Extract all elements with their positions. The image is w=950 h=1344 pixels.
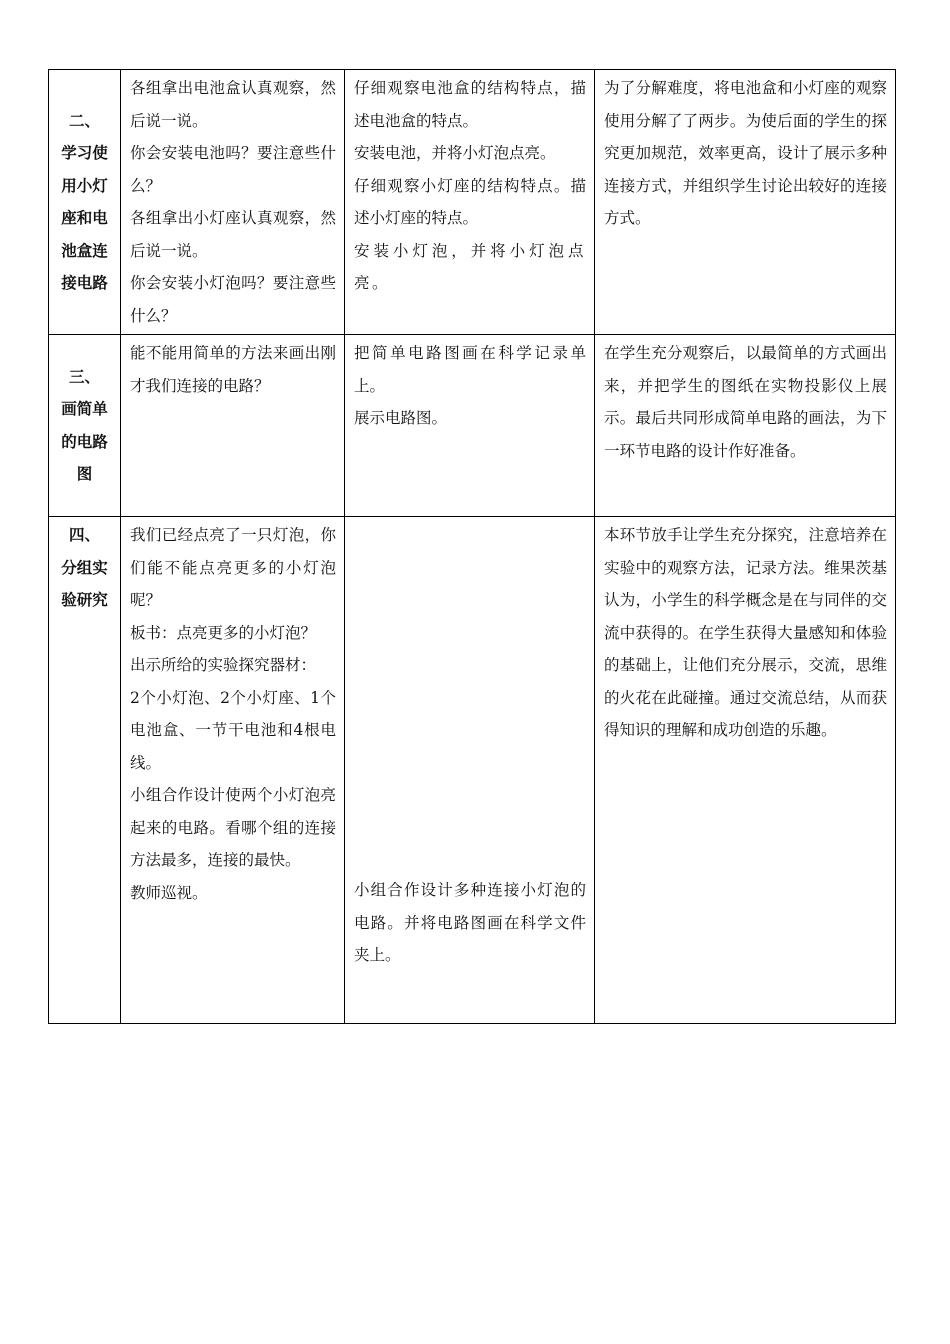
- stage-line: 三、: [68, 367, 100, 386]
- paragraph: 把简单电路图画在科学记录单上。: [354, 344, 586, 395]
- paragraph: 仔细观察小灯座的结构特点。描述小灯座的特点。: [354, 176, 586, 227]
- table-row: [49, 517, 896, 1024]
- paragraph: 展示电路图。: [354, 409, 448, 427]
- lesson-plan-table: [48, 69, 896, 1024]
- paragraph: 安装电池，并将小灯泡点亮。: [354, 144, 556, 162]
- paragraph: 安装小灯泡，并将小灯泡点亮。: [354, 241, 586, 292]
- paragraph: 你会安装电池吗？要注意些什么？: [130, 144, 336, 195]
- student-activity-cell: [345, 517, 595, 1024]
- design-intent-cell: [595, 335, 896, 517]
- paragraph: 教师巡视。: [130, 883, 208, 902]
- paragraph: 仔细观察电池盒的结构特点，描述电池盒的特点。: [354, 79, 586, 130]
- student-activity-cell: [345, 335, 595, 517]
- stage-line: 用小灯: [61, 176, 108, 195]
- stage-line: 画简单: [61, 400, 108, 418]
- paragraph: 能不能用简单的方法来画出刚才我们连接的电路？: [130, 344, 336, 395]
- paragraph: 本环节放手让学生充分探究，注意培养在实验中的观察方法，记录方法。维果茨基认为，小学生的科学概念是在与同伴的交流中获得的。在学生获得大量感知和体验的基础上，让他们充分展示，交流，思维的火花在此碰撞。通过交流总结，从而获得知识的理解和成功创造的乐趣。: [604, 526, 887, 739]
- paragraph: 你会安装小灯泡吗？要注意些什么？: [130, 274, 336, 325]
- stage-line: 四、: [68, 526, 100, 544]
- stage-line: 接电路: [61, 274, 108, 292]
- student-activity-cell: [345, 70, 595, 335]
- stage-line: 图: [76, 465, 93, 483]
- stage-cell: [49, 70, 121, 335]
- stage-line: 池盒连: [61, 241, 108, 260]
- stage-line: 分组实: [61, 558, 108, 577]
- stage-line: 的电路: [61, 432, 108, 451]
- paragraph: 小组合作设计使两个小灯泡亮起来的电路。看哪个组的连接方法最多，连接的最快。: [130, 786, 336, 869]
- table-row: [49, 70, 896, 335]
- stage-line: 座和电: [61, 209, 108, 227]
- stage-line: 学习使: [61, 144, 108, 162]
- teacher-activity-cell: [121, 70, 345, 335]
- design-intent-cell: [595, 70, 896, 335]
- stage-cell: [49, 517, 121, 1024]
- paragraph: 2个小灯泡、2个小灯座、1个电池盒、一节干电池和4根电线。: [130, 688, 336, 772]
- teacher-activity-cell: [121, 517, 345, 1024]
- paragraph: 小组合作设计多种连接小灯泡的电路。并将电路图画在科学文件夹上。: [354, 881, 586, 964]
- stage-line: 验研究: [61, 591, 108, 609]
- paragraph: 各组拿出电池盒认真观察，然后说一说。: [130, 79, 336, 130]
- stage-line: 二、: [68, 111, 100, 130]
- paragraph: 各组拿出小灯座认真观察，然后说一说。: [130, 209, 336, 260]
- stage-cell: [49, 335, 121, 517]
- paragraph: 我们已经点亮了一只灯泡，你们能不能点亮更多的小灯泡呢？: [130, 526, 336, 609]
- paragraph: 板书：点亮更多的小灯泡？: [130, 623, 317, 642]
- paragraph: 在学生充分观察后，以最简单的方式画出来，并把学生的图纸在实物投影仪上展示。最后共同形成简单电路的画法，为下一环节电路的设计作好准备。: [604, 344, 887, 460]
- paragraph: 出示所给的实验探究器材：: [130, 656, 317, 674]
- table-row: [49, 335, 896, 517]
- teacher-activity-cell: [121, 335, 345, 517]
- design-intent-cell: [595, 517, 896, 1024]
- paragraph: 为了分解难度，将电池盒和小灯座的观察使用分解了了两步。为使后面的学生的探究更加规范，效率更高，设计了展示多种连接方式，并组织学生讨论出较好的连接方式。: [604, 79, 887, 227]
